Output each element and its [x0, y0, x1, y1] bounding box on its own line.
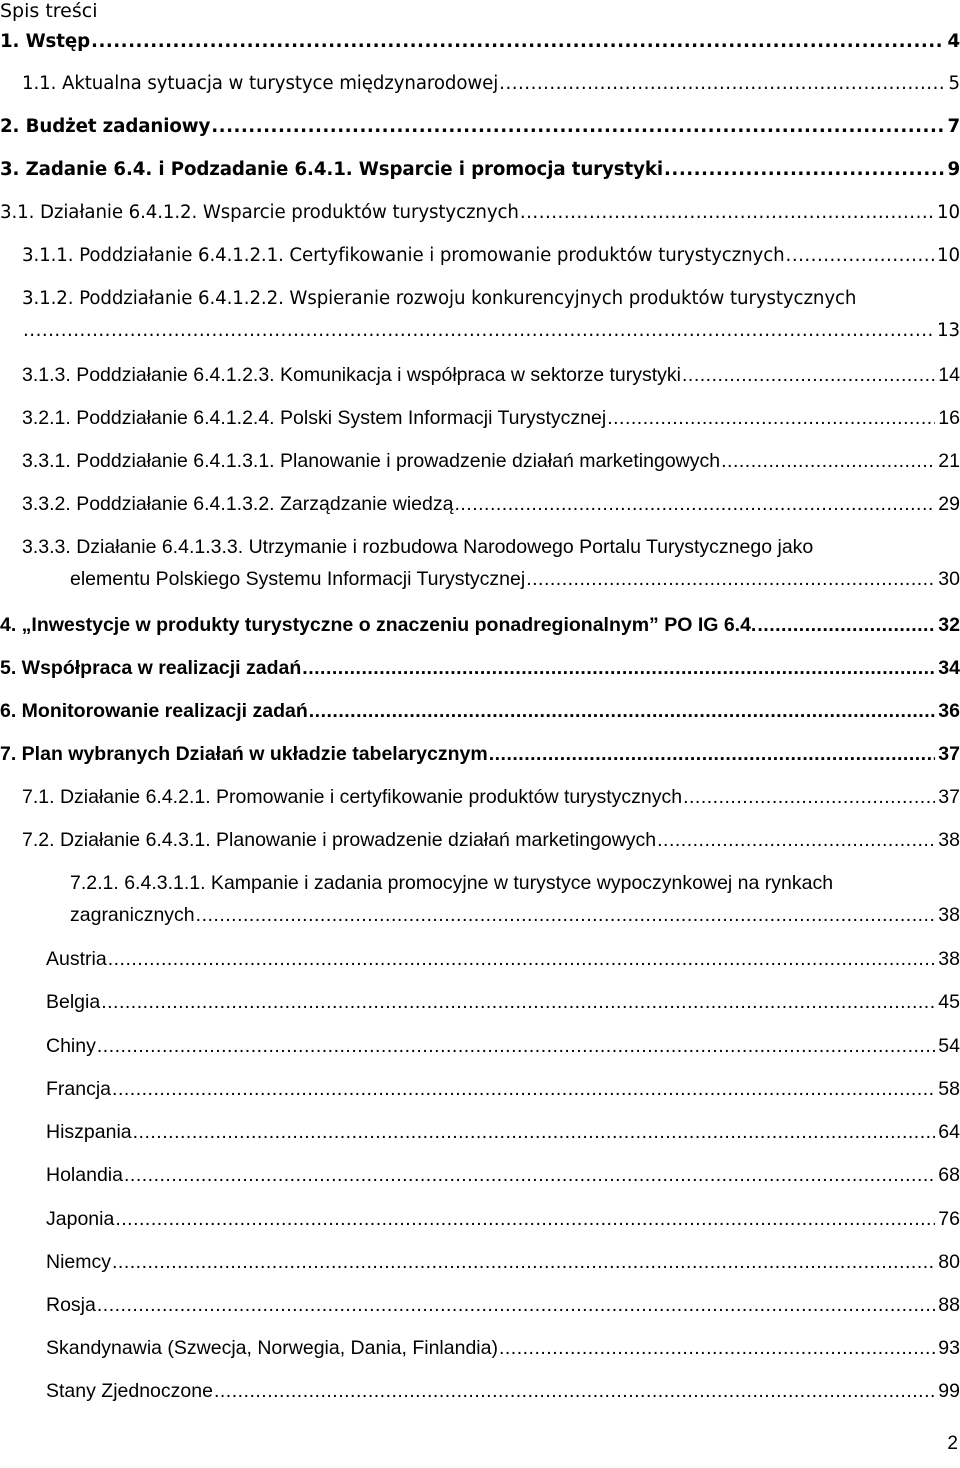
toc-page-number: 36	[938, 700, 960, 722]
toc-entry-text: 3.3.2. Poddziałanie 6.4.1.3.2. Zarządzanie wiedzą	[22, 493, 454, 515]
leader-dots	[214, 1375, 935, 1407]
toc-page-number: 37	[938, 743, 960, 765]
toc-entry-text: 2. Budżet zadaniowy	[0, 116, 211, 137]
toc-page-number: 45	[938, 991, 960, 1013]
toc-page-number: 88	[938, 1294, 960, 1316]
toc-entry-text: 3.1.2. Poddziałanie 6.4.1.2.2. Wspieranie rozwoju konkurencyjnych produktów turystycznych	[22, 288, 857, 309]
toc-entry-text-continued: elementu Polskiego Systemu Informacji Turystycznej	[70, 568, 526, 590]
leader-dots	[499, 1332, 935, 1364]
toc-page-number: 14	[938, 364, 960, 386]
page-number: 2	[947, 1433, 958, 1454]
toc-entry-text: 3. Zadanie 6.4. i Podzadanie 6.4.1. Wsparcie i promocja turystyki	[0, 159, 664, 180]
leader-dots	[211, 111, 944, 143]
toc-page-number: 5	[948, 73, 960, 94]
leader-dots	[133, 1116, 936, 1148]
leader-dots	[115, 1203, 935, 1235]
toc-entry-text: 1.1. Aktualna sytuacja w turystyce międzynarodowej	[22, 73, 499, 94]
toc-entry-text: Hiszpania	[46, 1121, 132, 1143]
toc-page-number: 7	[947, 116, 960, 137]
toc-entry-text: 7. Plan wybranych Działań w układzie tabelarycznym	[0, 743, 488, 765]
toc-entry-text: 5. Współpraca w realizacji zadań	[0, 657, 302, 679]
toc-entry-text: 7.2.1. 6.4.3.1.1. Kampanie i zadania promocyjne w turystyce wypoczynkowej na rynkach	[70, 872, 834, 894]
toc-entry-text: 3.1.3. Poddziałanie 6.4.1.2.3. Komunikacja i współpraca w sektorze turystyki	[22, 364, 682, 386]
toc-page-number: 54	[938, 1035, 960, 1057]
toc-page-number: 37	[938, 786, 960, 808]
leader-dots	[309, 695, 936, 727]
leader-dots	[657, 824, 935, 856]
leader-dots	[196, 899, 936, 931]
toc-entry-text: Belgia	[46, 991, 101, 1013]
toc-page-number: 76	[938, 1208, 960, 1230]
leader-dots	[124, 1159, 935, 1191]
toc-page-number: 16	[938, 407, 960, 429]
toc-entry-text: Stany Zjednoczone	[46, 1380, 213, 1402]
toc-entry-text: 3.2.1. Poddziałanie 6.4.1.2.4. Polski System Informacji Turystycznej	[22, 407, 607, 429]
toc-entry-text: 3.3.3. Działanie 6.4.1.3.3. Utrzymanie i rozbudowa Narodowego Portalu Turystycznego jako	[22, 536, 814, 558]
toc-entry-3-1-2[interactable]	[0, 283, 960, 355]
toc-page-number: 64	[938, 1121, 960, 1143]
toc-page-number: 93	[938, 1337, 960, 1359]
toc-entry-text: 6. Monitorowanie realizacji zadań	[0, 700, 308, 722]
toc-page-number: 9	[947, 159, 960, 180]
toc-entry-text: 1. Wstęp	[0, 31, 91, 52]
toc-page-number: 38	[938, 948, 960, 970]
toc-entry-text: 7.2. Działanie 6.4.3.1. Planowanie i prowadzenie działań marketingowych	[22, 829, 657, 851]
toc-entry-7-2-1[interactable]	[0, 867, 960, 931]
toc-page-number: 10	[937, 245, 960, 266]
toc-entry-text: Francja	[46, 1078, 112, 1100]
toc-page-number: 4	[947, 31, 960, 52]
toc-page-number: 58	[938, 1078, 960, 1100]
leader-dots	[302, 652, 935, 684]
leader-dots	[721, 445, 935, 477]
toc-page-number: 80	[938, 1251, 960, 1273]
leader-dots	[101, 986, 935, 1018]
leader-dots	[520, 197, 934, 229]
leader-dots	[454, 488, 935, 520]
toc-entry-text: Rosja	[46, 1294, 96, 1316]
toc-entry-text-continued: zagranicznych	[70, 904, 195, 926]
toc-entry-text: 3.3.1. Poddziałanie 6.4.1.3.1. Planowanie i prowadzenie działań marketingowych	[22, 450, 721, 472]
leader-dots	[91, 26, 944, 58]
leader-dots	[526, 563, 935, 595]
toc-entry-text: 3.1.1. Poddziałanie 6.4.1.2.1. Certyfikowanie i promowanie produktów turystycznych	[22, 245, 785, 266]
leader-dots	[489, 738, 936, 770]
leader-dots	[97, 1289, 935, 1321]
leader-dots	[607, 402, 935, 434]
toc-entry-text: Austria	[46, 948, 107, 970]
toc-page-number: 10	[937, 202, 960, 223]
leader-dots	[112, 1073, 935, 1105]
leader-dots	[499, 68, 945, 100]
leader-dots	[97, 1030, 935, 1062]
toc-page-number: 21	[938, 450, 960, 472]
toc-entry-text: Japonia	[46, 1208, 115, 1230]
leader-dots	[108, 943, 936, 975]
toc-entry-text: 3.1. Działanie 6.4.1.2. Wsparcie produktów turystycznych	[0, 202, 519, 223]
toc-page-number: 38	[938, 829, 960, 851]
toc-entry-text: Skandynawia (Szwecja, Norwegia, Dania, Finlandia)	[46, 1337, 498, 1359]
toc-entry-text: 7.1. Działanie 6.4.2.1. Promowanie i certyfikowanie produktów turystycznych	[22, 786, 683, 808]
toc-entry-text: Holandia	[46, 1164, 123, 1186]
leader-dots	[757, 609, 935, 641]
toc-entry-text: Niemcy	[46, 1251, 112, 1273]
toc-entry-3-3-3[interactable]	[0, 531, 960, 595]
toc-title: Spis treści	[0, 0, 98, 22]
leader-dots	[683, 781, 935, 813]
toc-entry-text: Chiny	[46, 1035, 96, 1057]
toc-page-number: 32	[938, 614, 960, 636]
toc-page-number: 34	[938, 657, 960, 679]
toc-page-number: 29	[938, 493, 960, 515]
leader-dots	[682, 359, 935, 391]
toc-page-number: 30	[938, 568, 960, 590]
leader-dots	[112, 1246, 935, 1278]
leader-dots	[786, 240, 935, 272]
leader-dots	[23, 315, 934, 347]
toc-page-number: 38	[938, 904, 960, 926]
toc-page-number: 68	[938, 1164, 960, 1186]
leader-dots	[664, 154, 944, 186]
toc-page-number: 13	[937, 320, 960, 341]
toc-page-number: 99	[938, 1380, 960, 1402]
toc-entry-text: 4. „Inwestycje w produkty turystyczne o znaczeniu ponadregionalnym” PO IG 6.4.	[0, 614, 757, 636]
